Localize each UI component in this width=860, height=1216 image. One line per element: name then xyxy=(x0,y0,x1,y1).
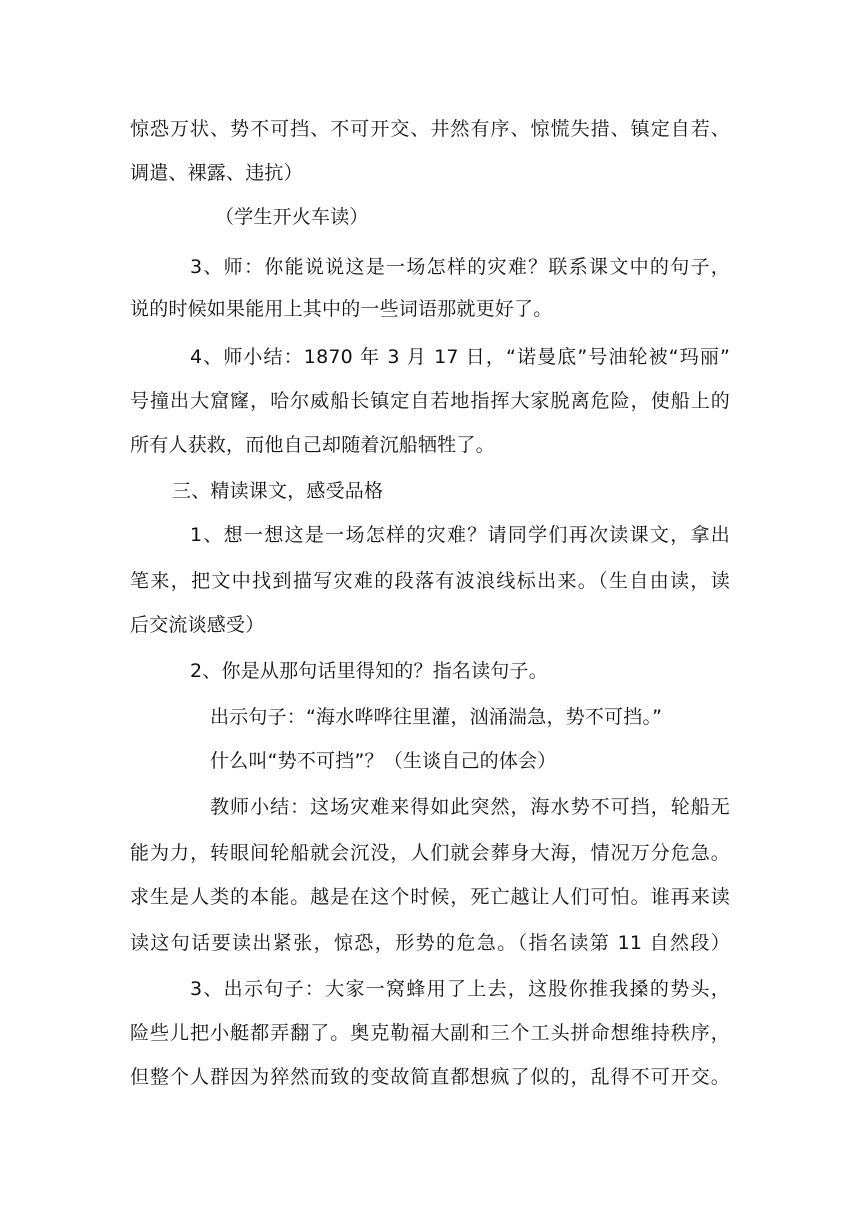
text-line: 4、师小结：1870 年 3 月 17 日，“诺曼底”号油轮被“玛丽” xyxy=(190,346,730,368)
text-line: 但整个人群因为猝然而致的变故简直都想疯了似的，乱得不可开交。 xyxy=(130,1066,730,1088)
text-line: 什么叫“势不可挡”？（生谈自己的体会） xyxy=(210,750,557,772)
text-line: 1、想一想这是一场怎样的灾难？请同学们再次读课文，拿出 xyxy=(190,524,730,546)
text-line: （学生开火车读） xyxy=(215,206,369,228)
text-line: 调遣、裸露、违抗） xyxy=(130,162,303,184)
text-line: 读这句话要读出紧张，惊恐，形势的危急。（指名读第 11 自然段） xyxy=(130,932,730,954)
text-line: 求生是人类的本能。越是在这个时候，死亡越让人们可怕。谁再来读 xyxy=(130,886,730,908)
text-line: 险些儿把小艇都弄翻了。奥克勒福大副和三个工头拼命想维持秩序， xyxy=(130,1022,730,1044)
text-line: 2、你是从那句话里得知的？指名读句子。 xyxy=(190,660,548,682)
text-line: 所有人获救，而他自己却随着沉船牺牲了。 xyxy=(130,434,495,456)
quoted-sentence: 出示句子：“海水哗哗往里灌，汹涌湍急，势不可挡。” xyxy=(210,706,663,728)
text-line: 后交流谈感受） xyxy=(130,614,265,636)
text-line: 3、师：你能说说这是一场怎样的灾难？联系课文中的句子， xyxy=(190,256,730,278)
text-line: 能为力，转眼间轮船就会沉没，人们就会葬身大海，情况万分危急。 xyxy=(130,842,730,864)
text-line: 号撞出大窟窿，哈尔威船长镇定自若地指挥大家脱离危险，使船上的 xyxy=(130,390,730,412)
text-line: 说的时候如果能用上其中的一些词语那就更好了。 xyxy=(130,298,553,320)
text-line: 3、出示句子：大家一窝蜂用了上去，这股你推我搡的势头， xyxy=(190,978,730,1000)
text-line: 笔来，把文中找到描写灾难的段落有波浪线标出来。（生自由读，读 xyxy=(130,570,730,592)
section-heading: 三、精读课文，感受品格 xyxy=(172,480,384,502)
text-line: 教师小结：这场灾难来得如此突然，海水势不可挡，轮船无 xyxy=(210,796,730,818)
text-line: 惊恐万状、势不可挡、不可开交、井然有序、惊慌失措、镇定自若、 xyxy=(130,118,730,140)
